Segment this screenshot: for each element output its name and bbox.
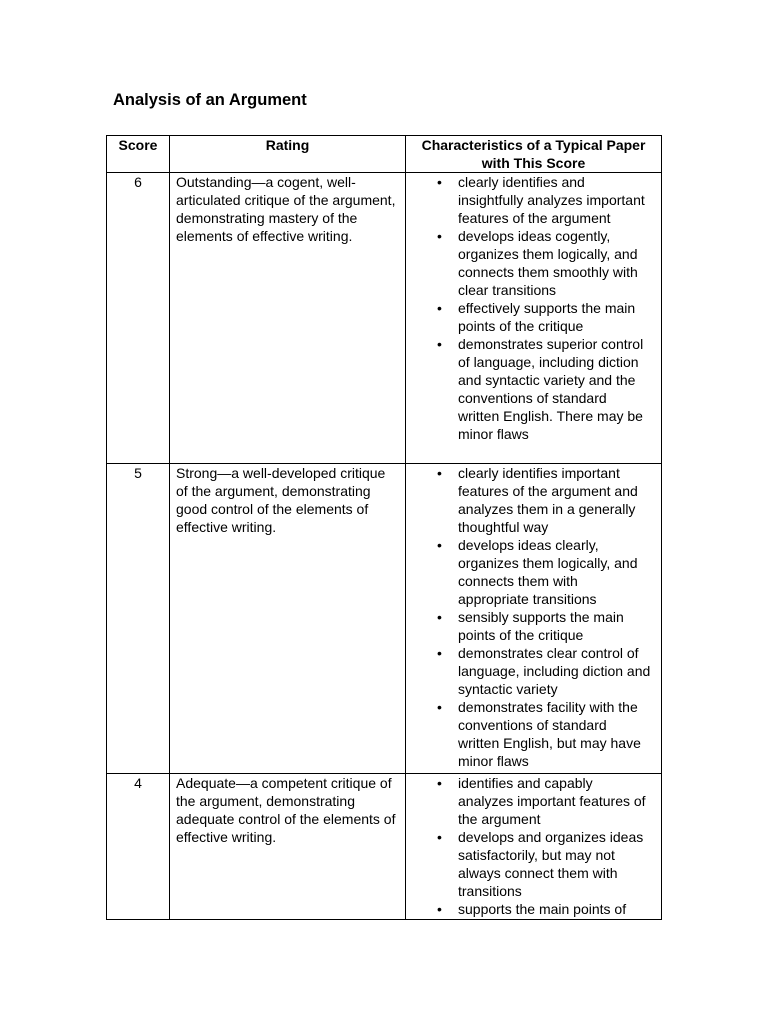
list-item xyxy=(412,173,655,227)
list-item xyxy=(412,335,655,443)
rating-cell: Strong—a well-developed critique of the argument, demonstrating good control of the elements of effective writing. xyxy=(170,464,406,774)
table-row xyxy=(107,774,662,920)
table-row xyxy=(107,173,662,464)
list-item-text: supports the main points of xyxy=(458,901,627,917)
characteristics-cell xyxy=(406,464,662,774)
list-item xyxy=(412,464,655,536)
list-item xyxy=(412,828,655,900)
header-row xyxy=(107,136,662,173)
rubric-table xyxy=(106,135,662,920)
bullet-icon: • xyxy=(437,645,442,661)
bullet-icon: • xyxy=(437,228,442,244)
list-item-text: demonstrates facility with the conventions of standard written English, but may have minor flaws xyxy=(458,699,641,769)
rating-header: Rating xyxy=(170,136,406,173)
list-item xyxy=(412,299,655,335)
bullet-icon: • xyxy=(437,829,442,845)
list-item-text: demonstrates clear control of language, including diction and syntactic variety xyxy=(458,645,651,697)
list-item-text: clearly identifies important features of the argument and analyzes them in a generally thoughtful way xyxy=(458,465,638,535)
score-cell: 4 xyxy=(107,774,170,920)
page-title: Analysis of an Argument xyxy=(113,91,307,109)
characteristics-list xyxy=(412,173,655,443)
list-item xyxy=(412,644,655,698)
rating-cell: Outstanding—a cogent, well-articulated critique of the argument, demonstrating mastery of the elements of effective writing. xyxy=(170,173,406,464)
list-item-text: develops ideas cogently, organizes them logically, and connects them smoothly with clear transitions xyxy=(458,228,638,298)
bullet-icon: • xyxy=(437,300,442,316)
characteristics-list xyxy=(412,774,655,918)
bullet-icon: • xyxy=(437,336,442,352)
list-item-text: effectively supports the main points of the critique xyxy=(458,300,636,334)
list-item-text: sensibly supports the main points of the critique xyxy=(458,609,624,643)
characteristics-cell xyxy=(406,774,662,920)
score-header: Score xyxy=(107,136,170,173)
bullet-icon: • xyxy=(437,537,442,553)
list-item xyxy=(412,774,655,828)
list-item xyxy=(412,227,655,299)
rating-cell: Adequate—a competent critique of the argument, demonstrating adequate control of the elements of effective writing. xyxy=(170,774,406,920)
bullet-icon: • xyxy=(437,699,442,715)
list-item xyxy=(412,608,655,644)
bullet-icon: • xyxy=(437,174,442,190)
bullet-icon: • xyxy=(437,775,442,791)
list-item-text: develops and organizes ideas satisfactorily, but may not always connect them with transitions xyxy=(458,829,644,899)
list-item xyxy=(412,900,655,918)
list-item-text: develops ideas clearly, organizes them logically, and connects them with appropriate transitions xyxy=(458,537,638,607)
list-item-text: demonstrates superior control of language, including diction and syntactic variety and the conventions of standard written English. There may be minor flaws xyxy=(458,336,644,442)
characteristics-header: Characteristics of a Typical Paper with This Score xyxy=(406,136,662,173)
characteristics-list xyxy=(412,464,655,770)
list-item xyxy=(412,698,655,770)
characteristics-cell xyxy=(406,173,662,464)
list-item-text: identifies and capably analyzes important features of the argument xyxy=(458,775,646,827)
table-row xyxy=(107,464,662,774)
score-cell: 6 xyxy=(107,173,170,464)
bullet-icon: • xyxy=(437,465,442,481)
score-cell: 5 xyxy=(107,464,170,774)
bullet-icon: • xyxy=(437,901,442,917)
list-item xyxy=(412,536,655,608)
list-item-text: clearly identifies and insightfully analyzes important features of the argument xyxy=(458,174,645,226)
bullet-icon: • xyxy=(437,609,442,625)
